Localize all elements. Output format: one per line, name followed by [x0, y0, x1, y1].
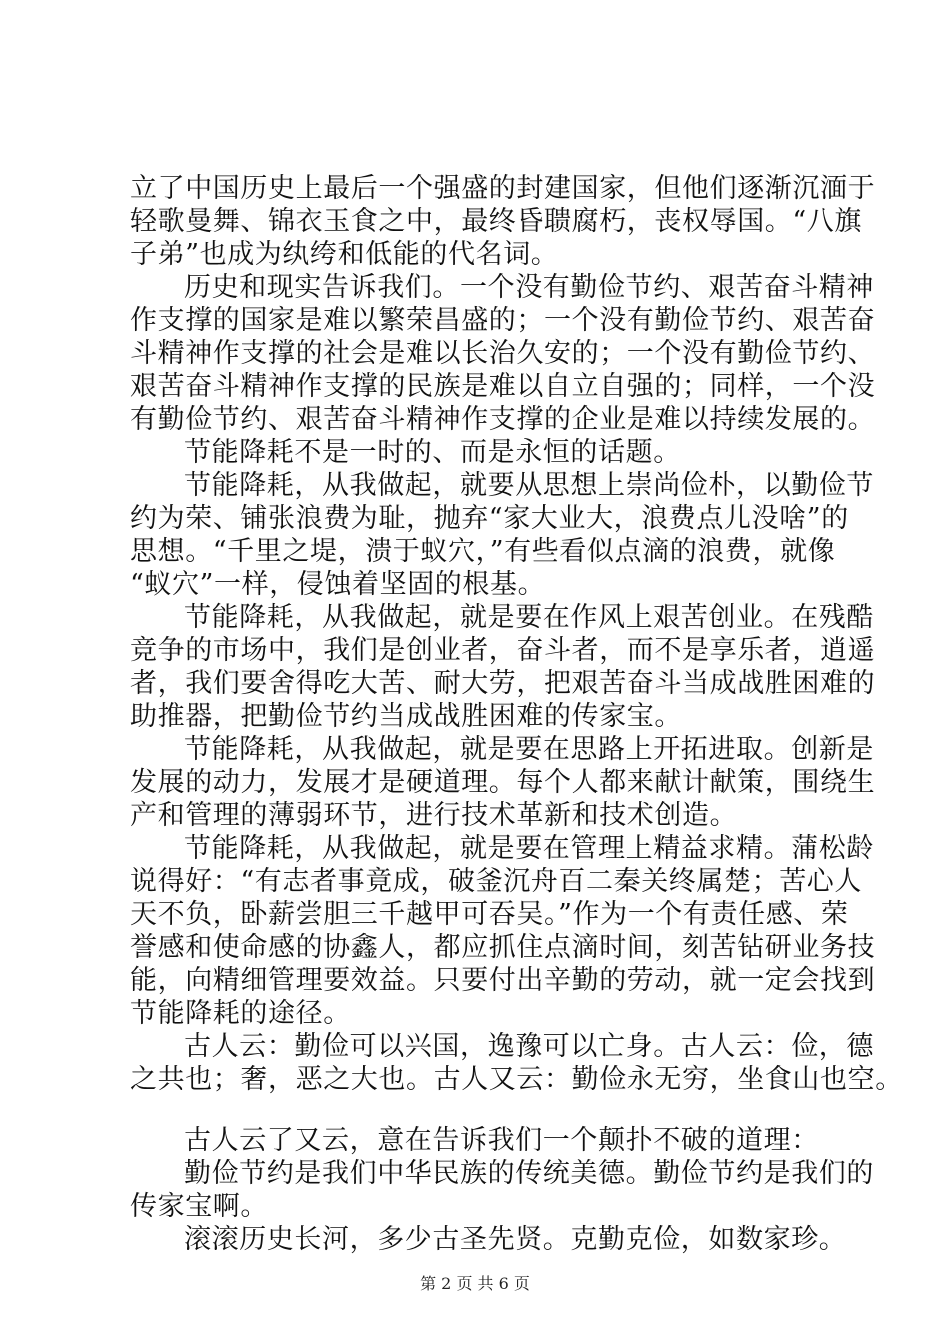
- text-line: 艰苦奋斗精神作支撑的民族是难以自立自强的；同样，一个没: [130, 371, 876, 402]
- text-line: 天不负，卧薪尝胆三千越甲可吞吴。”作为一个有责任感、荣: [130, 899, 849, 930]
- text-line: 滚滚历史长河，多少古圣先贤。克勤克俭，如数家珍。: [184, 1224, 847, 1255]
- page-footer: 第 2 页 共 6 页: [420, 1274, 530, 1293]
- text-line: 古人云：勤俭可以兴国，逸豫可以亡身。古人云：俭，德: [184, 1031, 874, 1062]
- text-line: 立了中国历史上最后一个强盛的封建国家，但他们逐渐沉湎于: [130, 173, 876, 204]
- text-line: 节能降耗，从我做起，就是要在管理上精益求精。蒲松龄: [184, 833, 874, 864]
- text-line: 竞争的市场中，我们是创业者，奋斗者，而不是享乐者，逍遥: [130, 635, 876, 666]
- text-line: 之共也；奢，恶之大也。古人又云：勤俭永无穷，坐食山也空。: [130, 1064, 903, 1095]
- text-line: 勤俭节约是我们中华民族的传统美德。勤俭节约是我们的: [184, 1158, 874, 1189]
- text-line: 节能降耗的途径。: [130, 998, 351, 1029]
- text-line: 约为荣、铺张浪费为耻，抛弃“家大业大，浪费点儿没啥”的: [130, 503, 849, 534]
- text-line: 思想。“千里之堤，溃于蚁穴，”有些看似点滴的浪费，就像: [130, 536, 836, 567]
- text-line: 助推器，把勤俭节约当成战胜困难的传家宝。: [130, 701, 682, 732]
- text-line: 子弟”也成为纨绔和低能的代名词。: [130, 239, 559, 270]
- text-line: 产和管理的薄弱环节，进行技术革新和技术创造。: [130, 800, 738, 831]
- text-line: 发展的动力，发展才是硬道理。每个人都来献计献策，围绕生: [130, 767, 876, 798]
- text-line: 斗精神作支撑的社会是难以长治久安的；一个没有勤俭节约、: [130, 338, 876, 369]
- text-line: 誉感和使命感的协鑫人，都应抓住点滴时间，刻苦钻研业务技: [130, 932, 876, 963]
- text-line: 历史和现实告诉我们。一个没有勤俭节约、艰苦奋斗精神: [184, 272, 874, 303]
- text-line: 节能降耗不是一时的、而是永恒的话题。: [184, 437, 681, 468]
- text-line: 传家宝啊。: [130, 1191, 268, 1222]
- text-line: “蚁穴”一样，侵蚀着坚固的根基。: [130, 569, 546, 600]
- text-line: 节能降耗，从我做起，就是要在思路上开拓进取。创新是: [184, 734, 874, 765]
- text-line: 作支撑的国家是难以繁荣昌盛的；一个没有勤俭节约、艰苦奋: [130, 305, 876, 336]
- text-line: 能，向精细管理要效益。只要付出辛勤的劳动，就一定会找到: [130, 965, 876, 996]
- text-line: 节能降耗，从我做起，就要从思想上崇尚俭朴，以勤俭节: [184, 470, 874, 501]
- text-line: 古人云了又云，意在告诉我们一个颠扑不破的道理：: [184, 1125, 819, 1156]
- text-line: 轻歌曼舞、锦衣玉食之中，最终昏聩腐朽，丧权辱国。“八旗: [130, 206, 863, 237]
- text-line: 者，我们要舍得吃大苦、耐大劳，把艰苦奋斗当成战胜困难的: [130, 668, 876, 699]
- text-line: 节能降耗，从我做起，就是要在作风上艰苦创业。在残酷: [184, 602, 874, 633]
- text-line: 有勤俭节约、艰苦奋斗精神作支撑的企业是难以持续发展的。: [130, 404, 876, 435]
- text-line: 说得好：“有志者事竟成，破釜沉舟百二秦关终属楚；苦心人: [130, 866, 863, 897]
- document-body: [130, 172, 903, 1256]
